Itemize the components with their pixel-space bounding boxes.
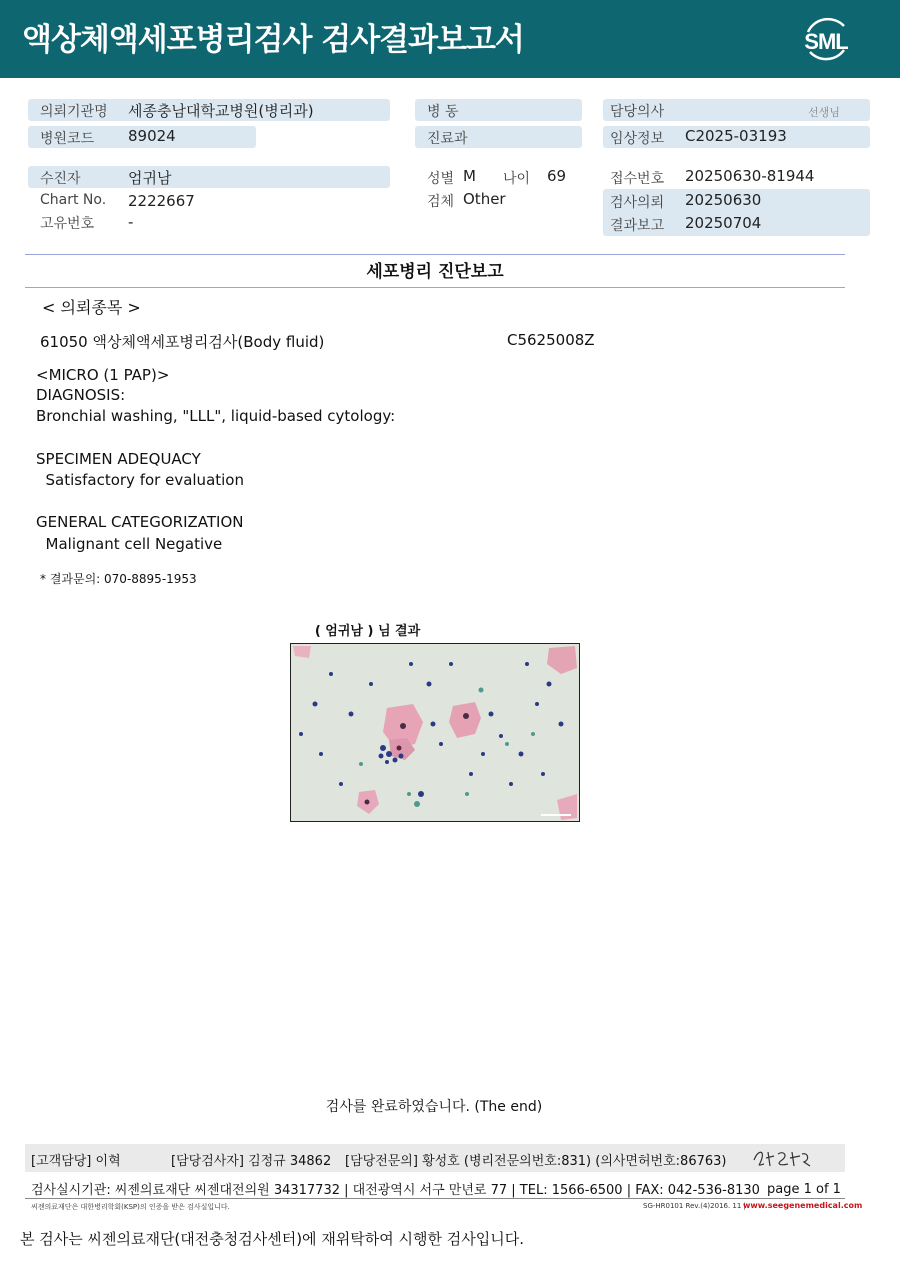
unique-label: 고유번호 bbox=[40, 216, 95, 232]
specimen-value: Other bbox=[463, 190, 506, 208]
clinical-label: 임상정보 bbox=[610, 131, 665, 147]
doctor-label: 담당의사 bbox=[610, 104, 665, 120]
test-code: C5625008Z bbox=[507, 331, 595, 349]
clinical-value: C2025-03193 bbox=[685, 127, 787, 145]
report-date-label: 결과보고 bbox=[610, 218, 665, 234]
receipt-label: 접수번호 bbox=[610, 171, 665, 187]
categorization-heading: GENERAL CATEGORIZATION bbox=[36, 513, 244, 531]
image-caption: ( 엄귀남 ) 님 결과 bbox=[314, 624, 421, 639]
tester-info: [담당검사자] 김정규 34862 bbox=[171, 1154, 332, 1169]
institution-label: 의뢰기관명 bbox=[40, 104, 108, 120]
footer-rule bbox=[25, 1198, 845, 1199]
patient-value: 엄귀남 bbox=[128, 169, 172, 187]
report-title: 액상체액세포병리검사 검사결과보고서 bbox=[22, 22, 524, 58]
sex-label: 성별 bbox=[427, 171, 455, 187]
logo-text: SML bbox=[804, 29, 848, 54]
institution-value: 세종충남대학교병원(병리과) bbox=[128, 102, 314, 120]
specialist-info: [담당전문의] 황성호 (병리전문의번호:831) (의사면허번호:86763) bbox=[345, 1154, 727, 1169]
cytology-micrograph bbox=[290, 643, 580, 822]
test-name: 61050 액상체액세포병리검사(Body fluid) bbox=[40, 333, 325, 351]
chart-label: Chart No. bbox=[40, 192, 107, 208]
request-value: 20250630 bbox=[685, 191, 762, 209]
end-text: 검사를 완료하였습니다. (The end) bbox=[325, 1099, 543, 1115]
hospital-code-value: 89024 bbox=[128, 127, 176, 145]
specimen-label: 검체 bbox=[427, 194, 455, 210]
request-items-label: < 의뢰종목 > bbox=[42, 298, 141, 317]
unique-value: - bbox=[128, 213, 134, 231]
section-title: 세포병리 진단보고 bbox=[366, 262, 504, 282]
section-rule-bottom bbox=[25, 287, 845, 288]
age-value: 69 bbox=[547, 167, 567, 185]
hospital-code-label: 병원코드 bbox=[40, 131, 95, 147]
ward-label: 병 동 bbox=[427, 104, 459, 120]
website-link[interactable]: www.seegenemedical.com bbox=[743, 1201, 863, 1210]
form-code: SG-HR0101 Rev.(4)2016. 11 | bbox=[643, 1202, 746, 1210]
report-date-value: 20250704 bbox=[685, 214, 762, 232]
categorization-text: Malignant cell Negative bbox=[36, 535, 223, 553]
diagnosis-text: Bronchial washing, "LLL", liquid-based cytology: bbox=[36, 407, 396, 425]
adequacy-heading: SPECIMEN ADEQUACY bbox=[36, 450, 201, 468]
inquiry-text: * 결과문의: 070-8895-1953 bbox=[40, 572, 197, 586]
age-label: 나이 bbox=[503, 171, 531, 187]
receipt-value: 20250630-81944 bbox=[685, 167, 815, 185]
page-number: page 1 of 1 bbox=[767, 1182, 841, 1197]
adequacy-text: Satisfactory for evaluation bbox=[36, 471, 244, 489]
cytology-image bbox=[291, 644, 579, 821]
signature bbox=[752, 1146, 814, 1170]
micro-line: <MICRO (1 PAP)> bbox=[36, 366, 170, 384]
sml-logo bbox=[800, 14, 852, 64]
section-rule-top bbox=[25, 254, 845, 255]
customer-contact: [고객담당] 이혁 bbox=[31, 1154, 121, 1169]
ksp-note: 씨젠의료재단은 대한병리학회(KSP)의 인증을 받은 검사실입니다. bbox=[31, 1203, 230, 1211]
request-label: 검사의뢰 bbox=[610, 195, 665, 211]
signature-scribble bbox=[752, 1146, 814, 1170]
dept-label: 진료과 bbox=[427, 131, 468, 147]
patient-label: 수진자 bbox=[40, 171, 81, 187]
patient-row bbox=[28, 166, 390, 188]
bottom-note: 본 검사는 씨젠의료재단(대전충청검사센터)에 재위탁하여 시행한 검사입니다. bbox=[20, 1230, 524, 1248]
chart-value: 2222667 bbox=[128, 192, 195, 210]
sex-value: M bbox=[463, 167, 476, 185]
institution-line: 검사실시기관: 씨젠의료재단 씨젠대전의원 34317732 | 대전광역시 서구 만년로 77 | TEL: 1566-6500 | FAX: 042-536-8130 bbox=[31, 1183, 760, 1198]
diagnosis-heading: DIAGNOSIS: bbox=[36, 386, 126, 404]
doctor-suffix: 선생님 bbox=[808, 106, 840, 119]
